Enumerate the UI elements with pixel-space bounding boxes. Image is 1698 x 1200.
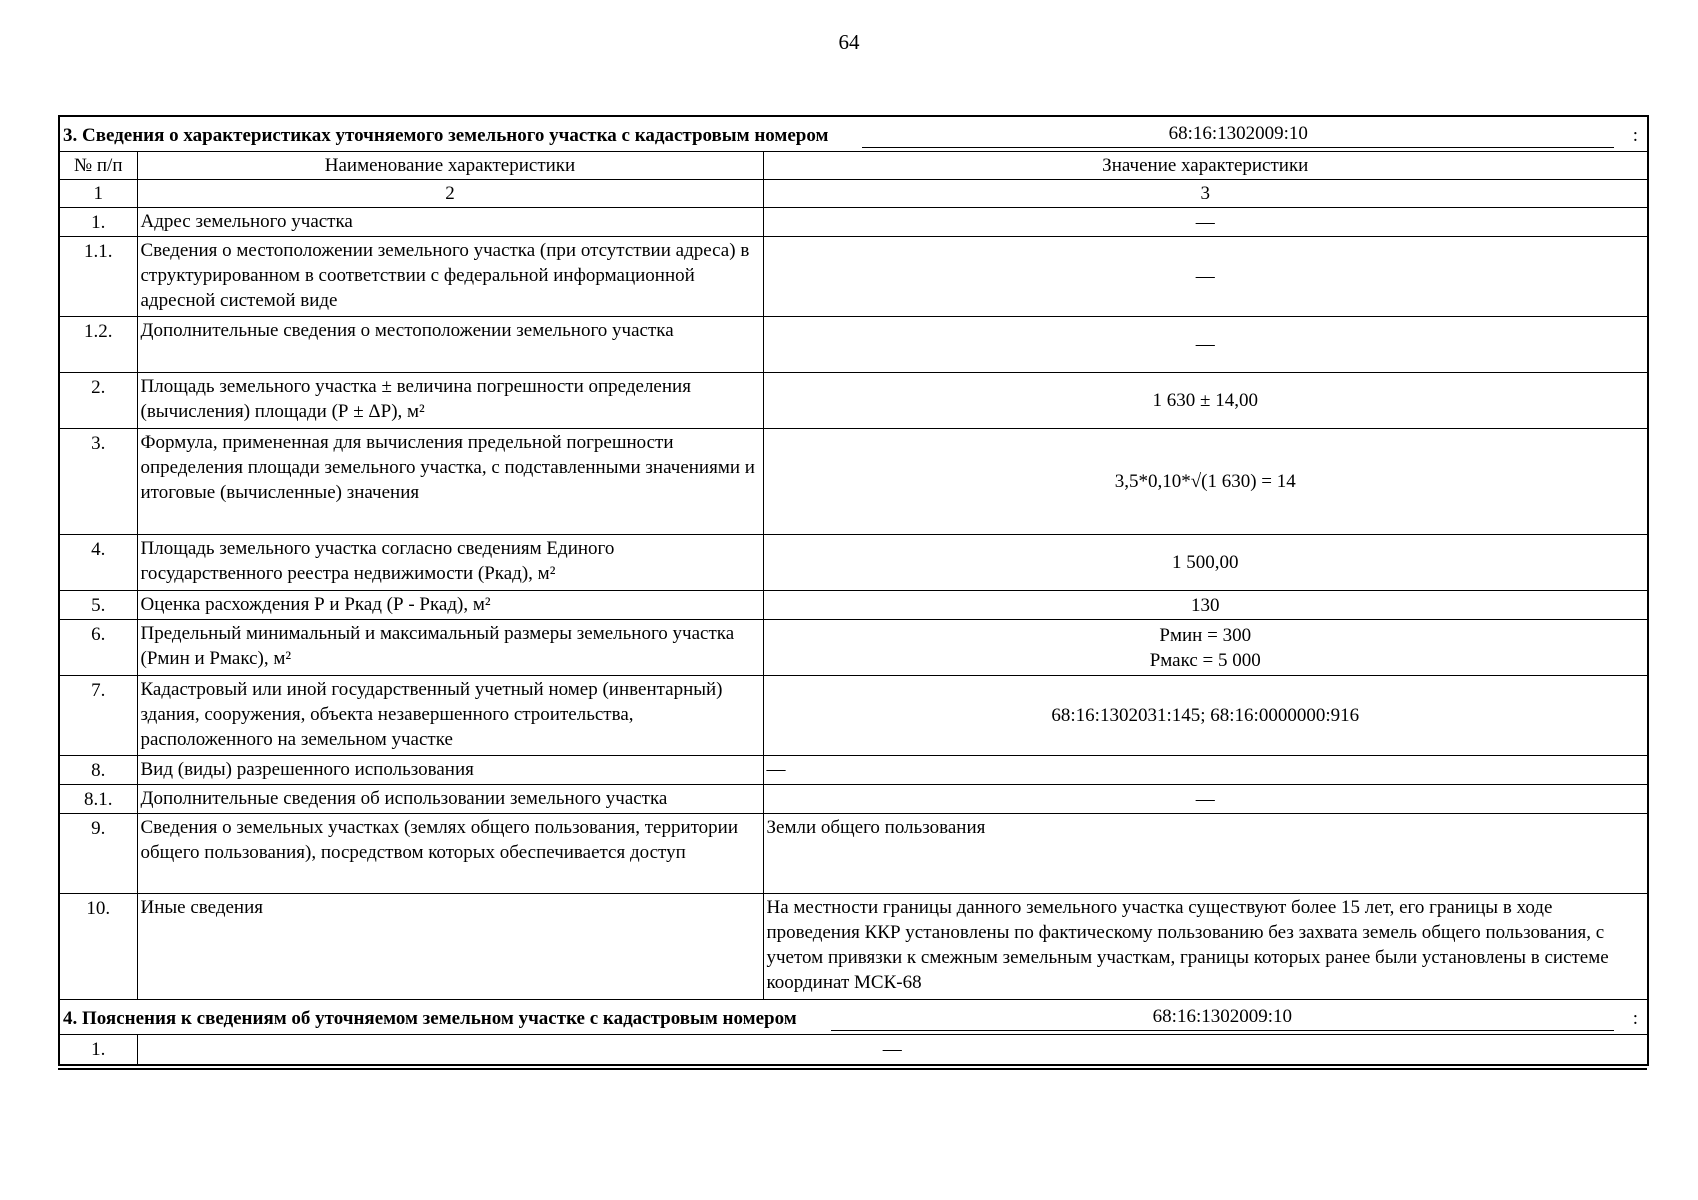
row-number: 1. <box>59 208 137 237</box>
characteristic-value: — <box>763 208 1648 237</box>
header-col-index-1: 1 <box>59 180 137 208</box>
max-size-value: Рмакс = 5 000 <box>1149 649 1261 671</box>
section3-colon: : <box>1632 125 1639 146</box>
table-row <box>59 676 1648 756</box>
row-number: 3. <box>59 429 137 535</box>
row-number: 4. <box>59 535 137 591</box>
characteristic-name: Дополнительные сведения об использовании земельного участка <box>137 785 763 814</box>
page-number: 64 <box>838 30 860 54</box>
characteristic-name: Вид (виды) разрешенного использования <box>137 756 763 785</box>
table-row <box>59 208 1648 237</box>
bottom-rule <box>58 1068 1647 1070</box>
table-row <box>59 1035 1648 1065</box>
header-characteristic-name: Наименование характеристики <box>137 152 763 180</box>
header-number: № п/п <box>59 152 137 180</box>
header-col-index-2: 2 <box>137 180 763 208</box>
characteristic-name: Предельный минимальный и максимальный размеры земельного участка (Рмин и Рмакс), м² <box>137 620 763 676</box>
row-number: 6. <box>59 620 137 676</box>
column-header-row <box>59 152 1648 180</box>
row-number: 8. <box>59 756 137 785</box>
row-number: 8.1. <box>59 785 137 814</box>
table-row <box>59 620 1648 676</box>
table-row <box>59 535 1648 591</box>
table-row <box>59 591 1648 620</box>
column-number-row <box>59 180 1648 208</box>
section3-title: 3. Сведения о характеристиках уточняемого земельного участка с кадастровым номером <box>63 125 829 146</box>
section4-cadastral-number: 68:16:1302009:10 <box>831 1004 1614 1031</box>
row-number: 10. <box>59 894 137 1000</box>
characteristic-value: 1 630 ± 14,00 <box>763 373 1648 429</box>
explanation-value: — <box>137 1035 1648 1065</box>
characteristic-value: — <box>763 785 1648 814</box>
characteristic-name: Кадастровый или иной государственный учетный номер (инвентарный) здания, сооружения, объекта незавершенного строительства, расположенного на земельном участке <box>137 676 763 756</box>
table-row <box>59 373 1648 429</box>
table-row <box>59 814 1648 894</box>
header-characteristic-value: Значение характеристики <box>763 152 1648 180</box>
cadastral-characteristics-table <box>58 115 1649 1066</box>
section4-colon: : <box>1632 1008 1639 1029</box>
table-row <box>59 429 1648 535</box>
header-col-index-3: 3 <box>763 180 1648 208</box>
characteristic-value <box>763 620 1648 676</box>
characteristic-value: 130 <box>763 591 1648 620</box>
characteristic-value: 1 500,00 <box>763 535 1648 591</box>
characteristic-value: — <box>763 756 1648 785</box>
characteristic-value: — <box>763 237 1648 317</box>
characteristic-value: — <box>763 317 1648 373</box>
section3-title-row <box>59 116 1648 152</box>
table-row <box>59 894 1648 1000</box>
characteristic-name: Оценка расхождения Р и Ркад (Р - Ркад), м² <box>137 591 763 620</box>
row-number: 2. <box>59 373 137 429</box>
characteristic-name: Адрес земельного участка <box>137 208 763 237</box>
row-number: 1. <box>59 1035 137 1065</box>
table-row <box>59 756 1648 785</box>
characteristic-name: Иные сведения <box>137 894 763 1000</box>
characteristic-value: 68:16:1302031:145; 68:16:0000000:916 <box>763 676 1648 756</box>
characteristic-name: Дополнительные сведения о местоположении земельного участка <box>137 317 763 373</box>
section3-cadastral-number: 68:16:1302009:10 <box>862 121 1614 148</box>
table-row <box>59 785 1648 814</box>
characteristic-value: 3,5*0,10*√(1 630) = 14 <box>763 429 1648 535</box>
row-number: 1.1. <box>59 237 137 317</box>
row-number: 5. <box>59 591 137 620</box>
row-number: 1.2. <box>59 317 137 373</box>
table-row <box>59 317 1648 373</box>
characteristic-name: Сведения о земельных участках (землях общего пользования, территории общего пользования), посредством которых обеспечивается доступ <box>137 814 763 894</box>
characteristic-name: Формула, примененная для вычисления предельной погрешности определения площади земельного участка, с подставленными значениями и итоговые (вычисленные) значения <box>137 429 763 535</box>
characteristic-value: На местности границы данного земельного участка существуют более 15 лет, его границы в ходе проведения ККР установлены по фактическому пользованию без захвата земель общего пользования, с учетом привязки к смежным земельным участкам, границы которых ранее были установлены в системе координат МСК-68 <box>763 894 1648 1000</box>
characteristic-name: Сведения о местоположении земельного участка (при отсутствии адреса) в структурированном в соответствии с федеральной информационной адресной системой виде <box>137 237 763 317</box>
section4-title-row <box>59 1000 1648 1035</box>
min-size-value: Рмин = 300 <box>1159 624 1252 646</box>
characteristic-name: Площадь земельного участка ± величина погрешности определения (вычисления) площади (Р ± ΔР), м² <box>137 373 763 429</box>
section4-title: 4. Пояснения к сведениям об уточняемом земельном участке с кадастровым номером <box>63 1008 797 1029</box>
characteristic-value: Земли общего пользования <box>763 814 1648 894</box>
row-number: 9. <box>59 814 137 894</box>
row-number: 7. <box>59 676 137 756</box>
characteristic-name: Площадь земельного участка согласно сведениям Единого государственного реестра недвижимости (Ркад), м² <box>137 535 763 591</box>
table-row <box>59 237 1648 317</box>
